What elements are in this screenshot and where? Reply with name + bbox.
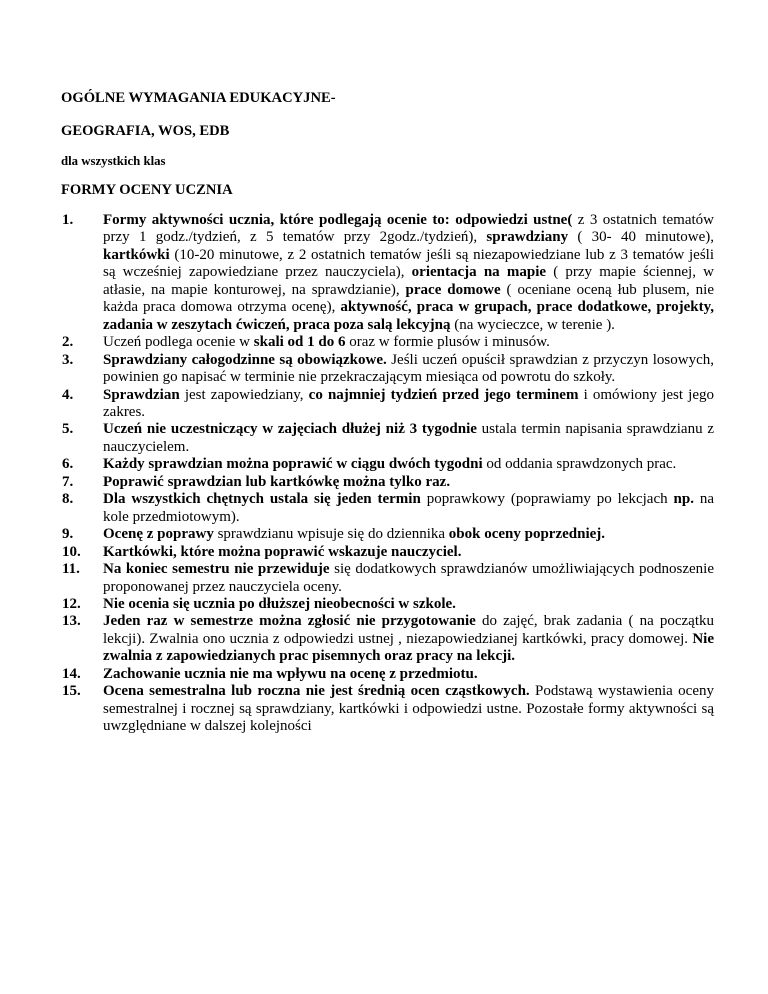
list-item-bold-text: co najmniej tydzień przed jego terminem xyxy=(308,386,579,403)
list-item-bold-text: kartkówki xyxy=(103,246,170,263)
list-item xyxy=(62,474,714,491)
list-item-bold-text: Poprawić sprawdzian lub kartkówkę można tylko raz. xyxy=(103,473,451,490)
audience-subtitle: dla wszystkich klas xyxy=(61,154,166,168)
list-item-text: (10-20 minutowe, z 2 ostatnich tematów jeśli są niezapowiedziane lub z 3 tematów jeśli są wcześniej zapowiedziane przez nauczyciela), xyxy=(103,246,714,281)
list-item-text: jest zapowiedziany, xyxy=(179,386,309,403)
list-item-bold-text: Każdy sprawdzian można poprawić w ciągu dwóch tygodni xyxy=(103,456,483,473)
list-item-number: 7. xyxy=(62,473,74,490)
list-item-text: oraz w formie plusów i minusów. xyxy=(345,334,550,351)
list-item-text: (na wycieczce, w terenie ). xyxy=(450,316,615,333)
list-item-bold-text: Sprawdzian xyxy=(103,386,180,403)
list-item-text: na kole przedmiotowym). xyxy=(103,491,714,525)
list-item-text: Podstawą wystawienia oceny semestralnej i rocznej są sprawdziany, kartkówki i odpowiedzi ustne. Pozostałe formy aktywności są uwzględniane w dalszej kolejności xyxy=(103,683,714,735)
list-item-bold-text: aktywność, praca w grupach, prace dodatkowe, projekty, zadania w zeszytach ćwiczeń, praca poza salą lekcyjną xyxy=(103,299,714,333)
list-item-bold-text: Ocenę z poprawy xyxy=(103,526,214,543)
list-item-bold-text: Uczeń nie uczestniczący w zajęciach dłużej niż 3 tygodnie xyxy=(103,421,477,438)
list-item-text: Uczeń podlega ocenie w xyxy=(103,334,254,351)
list-item-bold-text: Sprawdziany całogodzinne są obowiązkowe. xyxy=(103,351,387,368)
list-item-bold-text: skali od 1 do 6 xyxy=(253,334,346,351)
list-item-text: do zajęć, brak zadania ( na początku lekcji). Zwalnia ono ucznia z odpowiedzi ustnej , niezapowiedzianej kartkówki, pracy domowej. xyxy=(103,613,715,647)
list-item xyxy=(62,387,714,422)
list-item xyxy=(62,421,714,456)
list-item-number: 15. xyxy=(62,683,81,700)
list-item-bold-text: np. xyxy=(673,491,694,508)
list-item-text: poprawkowy (poprawiamy po lekcjach xyxy=(420,491,674,508)
list-item-number: 13. xyxy=(62,613,81,630)
list-item-text: ustala termin napisania sprawdzianu z nauczycielem. xyxy=(103,421,714,455)
list-item-text: ( oceniane oceną łub plusem, nie każda praca domowa otrzyma ocenę), xyxy=(103,281,714,316)
list-item-number: 3. xyxy=(62,351,74,368)
list-item-bold-text: sprawdziany xyxy=(486,229,569,246)
list-item-number: 1. xyxy=(62,212,74,228)
list-item-number: 6. xyxy=(62,456,74,473)
requirements-list xyxy=(62,212,714,736)
list-item-bold-text: Nie zwalnia z zapowiedzianych prac pisemnych oraz pracy na lekcji. xyxy=(103,630,714,665)
list-item xyxy=(62,683,714,735)
list-item-number: 4. xyxy=(62,386,74,403)
list-item-text: i omówiony jest jego zakres. xyxy=(103,386,714,420)
list-item xyxy=(62,596,714,613)
list-item-text: od oddania sprawdzonych prac. xyxy=(482,456,677,473)
list-item xyxy=(62,334,714,351)
list-item-number: 8. xyxy=(62,491,74,508)
list-item-bold-text: Na koniec semestru nie przewiduje xyxy=(103,561,330,578)
list-item xyxy=(62,352,714,387)
list-item xyxy=(62,212,714,334)
list-item xyxy=(62,456,714,473)
list-item-bold-text: Zachowanie ucznia nie ma wpływu na ocenę z przedmiotu. xyxy=(103,665,478,682)
document-title-line2: GEOGRAFIA, WOS, EDB xyxy=(61,123,230,139)
list-item-text: ( 30- 40 minutowe), xyxy=(568,229,714,246)
list-item-bold-text: Jeden raz w semestrze można zgłosić nie przygotowanie xyxy=(103,613,476,630)
list-item-bold-text: Kartkówki, które można poprawić wskazuje nauczyciel. xyxy=(103,543,462,560)
list-item-bold-text: Dla wszystkich chętnych ustala się jeden termin xyxy=(103,491,421,508)
list-item xyxy=(62,526,714,543)
list-item xyxy=(62,613,714,665)
list-item-text: sprawdzianu wpisuje się do dziennika xyxy=(213,526,449,543)
list-item-number: 14. xyxy=(62,665,81,682)
list-item xyxy=(62,491,714,526)
list-item xyxy=(62,666,714,683)
list-item-text: się dodatkowych sprawdzianów umożliwiających podnoszenie proponowanej przez nauczyciela oceny. xyxy=(103,561,714,595)
list-item-text: Jeśli uczeń opuścił sprawdzian z przyczyn losowych, powinien go napisać w terminie nie przekraczającym miesiąca od powrotu do szkoły. xyxy=(103,351,714,386)
list-item-number: 5. xyxy=(62,421,74,438)
list-item-bold-text: prace domowe xyxy=(405,281,501,298)
list-item-number: 10. xyxy=(62,543,81,560)
list-item-bold-text: Formy aktywności ucznia, które podlegają ocenie to: odpowiedzi ustne( xyxy=(103,212,573,228)
list-item-text: ( przy mapie ściennej, w atłasie, na mapie konturowej, na sprawdzianie), xyxy=(103,264,714,298)
list-item xyxy=(62,561,714,596)
list-item-bold-text: obok oceny poprzedniej. xyxy=(448,526,606,543)
list-item-number: 12. xyxy=(62,595,81,612)
list-item-number: 9. xyxy=(62,526,74,543)
list-item-bold-text: Ocena semestralna lub roczna nie jest średnią ocen cząstkowych. xyxy=(103,683,530,700)
section-heading: FORMY OCENY UCZNIA xyxy=(61,182,233,198)
list-item-bold-text: orientacja na mapie xyxy=(411,264,547,281)
list-item-bold-text: Nie ocenia się ucznia po dłuższej nieobecności w szkole. xyxy=(103,595,456,612)
list-item-number: 2. xyxy=(62,334,74,351)
list-item-number: 11. xyxy=(62,561,80,578)
list-item-text: z 3 ostatnich tematów przy 1 godz./tydzień, z 5 tematów przy 2godz./tydzień), xyxy=(103,212,714,246)
list-item xyxy=(62,544,714,561)
document-title-line1: OGÓLNE WYMAGANIA EDUKACYJNE- xyxy=(61,90,336,106)
